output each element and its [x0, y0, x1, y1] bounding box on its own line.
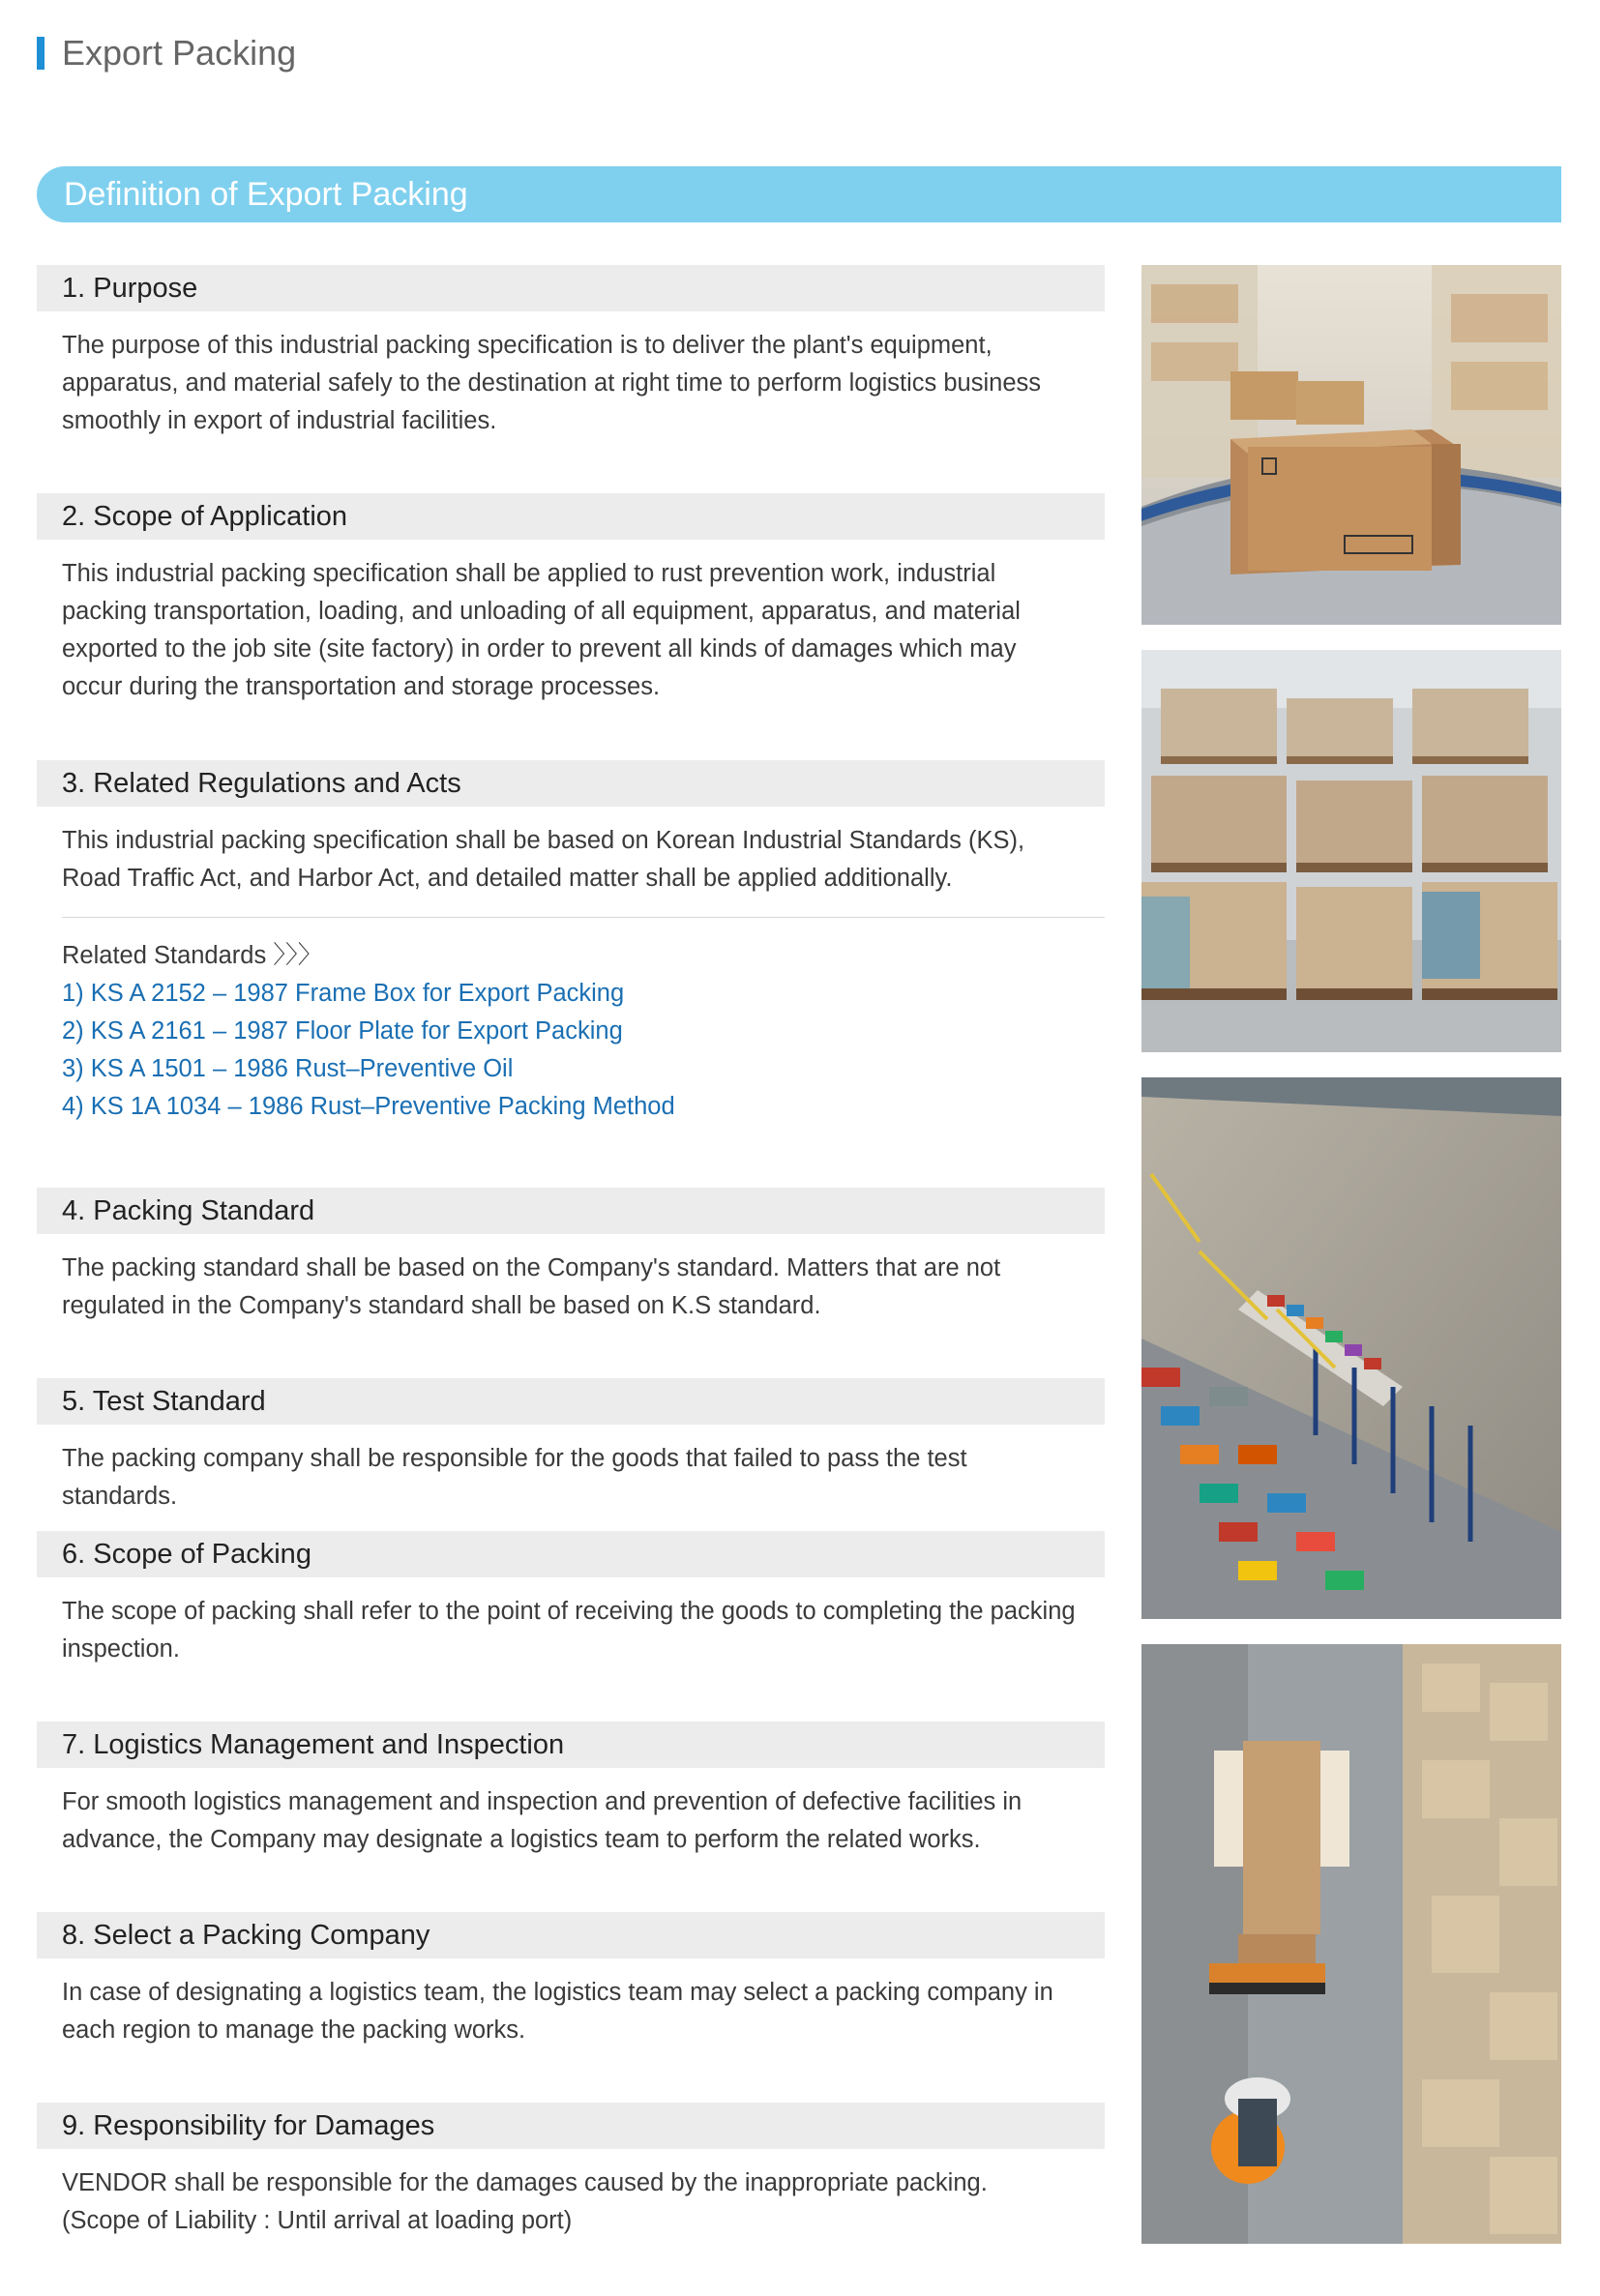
section-heading: 9. Responsibility for Damages — [37, 2103, 1105, 2149]
section-body — [37, 540, 1105, 706]
section-purpose — [37, 265, 1105, 493]
banner-title: Definition of Export Packing — [64, 175, 468, 213]
standard-link[interactable]: 3) KS A 1501 – 1986 Rust–Preventive Oil — [62, 1055, 514, 1082]
body-line: apparatus, and material safely to the destination at right time to perform logistics business — [62, 369, 1042, 397]
body-line: inspection. — [62, 1635, 180, 1663]
body-line: regulated in the Company's standard shall be based on K.S standard. — [62, 1292, 821, 1319]
body-line: packing transportation, loading, and unloading of all equipment, apparatus, and material — [62, 598, 1021, 625]
section-heading: 7. Logistics Management and Inspection — [37, 1722, 1105, 1768]
standard-link[interactable]: 1) KS A 2152 – 1987 Frame Box for Export Packing — [62, 980, 625, 1007]
section-body — [37, 1577, 1105, 1668]
body-line: exported to the job site (site factory) in order to prevent all kinds of damages which may — [62, 635, 1017, 662]
section-body — [37, 807, 1105, 898]
page-title — [37, 29, 296, 77]
section-logistics — [37, 1722, 1105, 1912]
section-body — [37, 1425, 1105, 1516]
body-line: The scope of packing shall refer to the point of receiving the goods to completing the packing — [62, 1598, 1076, 1625]
body-line: The purpose of this industrial packing specification is to deliver the plant's equipment, — [62, 332, 993, 359]
section-body — [37, 2149, 1105, 2240]
section-body — [37, 1958, 1105, 2049]
section-damages — [37, 2103, 1105, 2257]
section-heading: 2. Scope of Application — [37, 493, 1105, 540]
body-line: occur during the transportation and storage processes. — [62, 673, 661, 700]
photo-container-port — [1141, 1077, 1561, 1619]
body-line: VENDOR shall be responsible for the damages caused by the inappropriate packing. — [62, 2169, 988, 2196]
section-body — [37, 1768, 1105, 1859]
section-heading: 3. Related Regulations and Acts — [37, 760, 1105, 807]
title-accent-bar — [37, 37, 44, 70]
divider — [62, 917, 1105, 918]
body-line: This industrial packing specification shall be based on Korean Industrial Standards (KS), — [62, 827, 1025, 854]
body-line: For smooth logistics management and inspection and prevention of defective facilities in — [62, 1788, 1022, 1815]
body-line: The packing company shall be responsible for the goods that failed to pass the test standards. — [62, 1445, 967, 1510]
section-select-company — [37, 1912, 1105, 2103]
section-test-standard — [37, 1378, 1105, 1531]
section-heading: 4. Packing Standard — [37, 1188, 1105, 1234]
photo-worker-pallet-jack — [1141, 1644, 1561, 2244]
section-body — [37, 311, 1105, 440]
body-line: This industrial packing specification shall be applied to rust prevention work, industrial — [62, 560, 996, 587]
body-line: (Scope of Liability : Until arrival at loading port) — [62, 2207, 573, 2234]
body-line: smoothly in export of industrial facilities. — [62, 407, 497, 434]
section-banner — [37, 166, 1561, 222]
section-scope-application — [37, 493, 1105, 760]
section-heading: 6. Scope of Packing — [37, 1531, 1105, 1577]
page-title-text: Export Packing — [62, 33, 297, 73]
section-scope-packing — [37, 1531, 1105, 1722]
body-line: advance, the Company may designate a logistics team to perform the related works. — [62, 1826, 981, 1853]
standard-link[interactable]: 2) KS A 2161 – 1987 Floor Plate for Export Packing — [62, 1017, 623, 1045]
content-column — [37, 265, 1105, 2257]
photo-conveyor-box — [1141, 265, 1561, 625]
section-heading: 8. Select a Packing Company — [37, 1912, 1105, 1958]
photo-warehouse-pallets — [1141, 650, 1561, 1052]
body-line: each region to manage the packing works. — [62, 2016, 526, 2044]
section-regulations — [37, 760, 1105, 1188]
related-standards-heading: Related Standards 〉〉〉 — [62, 942, 323, 969]
body-line: The packing standard shall be based on the Company's standard. Matters that are not — [62, 1254, 1001, 1281]
section-heading: 5. Test Standard — [37, 1378, 1105, 1425]
section-heading: 1. Purpose — [37, 265, 1105, 311]
body-line: Road Traffic Act, and Harbor Act, and detailed matter shall be applied additionally. — [62, 865, 953, 892]
section-body — [37, 1234, 1105, 1325]
standard-link[interactable]: 4) KS 1A 1034 – 1986 Rust–Preventive Packing Method — [62, 1093, 675, 1120]
body-line: In case of designating a logistics team, the logistics team may select a packing company in — [62, 1979, 1053, 2006]
section-packing-standard — [37, 1188, 1105, 1378]
